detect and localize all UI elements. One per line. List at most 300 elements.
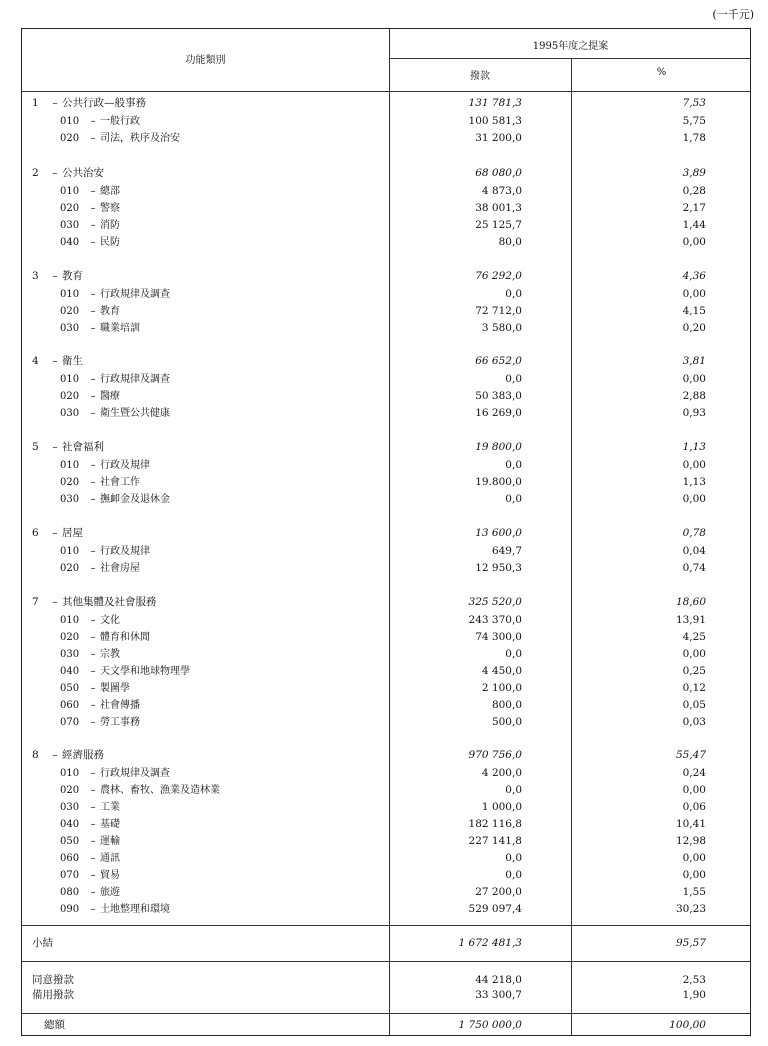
item-amount: 80,0 — [498, 236, 522, 248]
item-amount: 649,7 — [491, 545, 522, 557]
item-row — [22, 850, 750, 867]
item-amount: 74 300,0 — [475, 631, 522, 643]
item-label — [60, 629, 150, 646]
group-label — [32, 439, 104, 456]
group-label — [32, 747, 104, 764]
item-dash: – — [90, 306, 96, 317]
item-label — [60, 457, 150, 474]
item-dash: – — [90, 133, 96, 144]
item-title: 教育 — [100, 306, 120, 317]
item-row — [22, 183, 750, 200]
item-row — [22, 130, 750, 147]
item-dash: – — [90, 870, 96, 881]
item-title: 警察 — [100, 203, 120, 214]
extra-percent: 2,53 — [682, 974, 706, 986]
item-amount: 0,0 — [505, 852, 522, 864]
item-label — [60, 612, 120, 629]
group-number: 5 — [32, 441, 39, 453]
item-percent: 0,03 — [682, 716, 706, 728]
item-dash: – — [90, 615, 96, 626]
item-amount: 243 370,0 — [468, 614, 522, 626]
item-row — [22, 714, 750, 731]
item-dash: – — [90, 768, 96, 779]
item-amount: 4 873,0 — [481, 185, 522, 197]
item-amount: 100 581,3 — [468, 115, 522, 127]
item-dash: – — [90, 802, 96, 813]
item-dash: – — [90, 683, 96, 694]
extra-amount: 44 218,0 — [475, 974, 522, 986]
item-code: 080 — [60, 887, 80, 898]
item-dash: – — [90, 494, 96, 505]
item-code: 010 — [60, 768, 80, 779]
group-percent: 18,60 — [675, 596, 706, 608]
item-code: 020 — [60, 133, 80, 144]
item-percent: 1,55 — [682, 886, 706, 898]
extra-label: 備用撥款 — [32, 989, 74, 1001]
extras-top-rule — [22, 961, 750, 962]
item-label — [60, 183, 120, 200]
item-title: 總部 — [100, 186, 120, 197]
item-dash: – — [90, 220, 96, 231]
group-number: 1 — [32, 97, 39, 109]
group-dash: – — [52, 270, 58, 282]
item-label — [60, 850, 120, 867]
item-title: 農林、畜牧、漁業及造林業 — [100, 785, 220, 796]
group-title: 教育 — [62, 270, 83, 282]
group-number: 8 — [32, 749, 39, 761]
item-title: 勞工事務 — [100, 717, 140, 728]
item-label — [60, 901, 170, 918]
item-title: 職業培訓 — [100, 323, 140, 334]
item-label — [60, 234, 120, 251]
group-dash: – — [52, 749, 58, 761]
item-percent: 0,24 — [682, 767, 706, 779]
group-percent: 7,53 — [682, 97, 706, 109]
item-code: 030 — [60, 802, 80, 813]
group-amount: 66 652,0 — [475, 355, 522, 367]
item-percent: 12,98 — [675, 835, 706, 847]
item-code: 030 — [60, 220, 80, 231]
item-amount: 227 141,8 — [468, 835, 522, 847]
item-label — [60, 867, 120, 884]
item-amount: 50 383,0 — [475, 390, 522, 402]
item-code: 030 — [60, 323, 80, 334]
group-row — [22, 353, 750, 370]
item-row — [22, 474, 750, 491]
item-code: 020 — [60, 785, 80, 796]
item-dash: – — [90, 717, 96, 728]
item-code: 070 — [60, 870, 80, 881]
item-amount: 27 200,0 — [475, 886, 522, 898]
item-label — [60, 663, 190, 680]
item-title: 撫卹金及退休金 — [100, 494, 170, 505]
item-code: 010 — [60, 615, 80, 626]
item-label — [60, 680, 130, 697]
item-percent: 0,00 — [682, 493, 706, 505]
item-label — [60, 543, 150, 560]
item-dash: – — [90, 116, 96, 127]
item-row — [22, 765, 750, 782]
group-percent: 4,36 — [682, 270, 706, 282]
item-percent: 1,44 — [682, 219, 706, 231]
item-percent: 0,05 — [682, 699, 706, 711]
item-percent: 0,00 — [682, 459, 706, 471]
item-code: 020 — [60, 306, 80, 317]
group-dash: – — [52, 355, 58, 367]
item-amount: 0,0 — [505, 288, 522, 300]
group-percent: 1,13 — [682, 441, 706, 453]
item-amount: 182 116,8 — [468, 818, 522, 830]
subtotal-label: 小結 — [32, 937, 53, 949]
group-dash: – — [52, 527, 58, 539]
group-title: 居屋 — [62, 527, 83, 539]
item-row — [22, 629, 750, 646]
item-label — [60, 491, 170, 508]
item-label — [60, 884, 120, 901]
item-title: 旅遊 — [100, 887, 120, 898]
item-amount: 0,0 — [505, 493, 522, 505]
total-top-rule — [22, 1013, 750, 1014]
item-label — [60, 816, 120, 833]
item-percent: 2,17 — [682, 202, 706, 214]
item-label — [60, 560, 140, 577]
item-code: 010 — [60, 460, 80, 471]
group-number: 3 — [32, 270, 39, 282]
item-percent: 4,25 — [682, 631, 706, 643]
group-row — [22, 165, 750, 182]
group-row — [22, 525, 750, 542]
item-dash: – — [90, 649, 96, 660]
item-code: 040 — [60, 666, 80, 677]
item-row — [22, 303, 750, 320]
item-label — [60, 474, 140, 491]
subtotal-row — [22, 935, 750, 952]
item-code: 090 — [60, 904, 80, 915]
item-row — [22, 833, 750, 850]
item-code: 020 — [60, 563, 80, 574]
item-label — [60, 405, 170, 422]
item-dash: – — [90, 700, 96, 711]
group-label — [32, 594, 157, 611]
item-percent: 0,28 — [682, 185, 706, 197]
item-dash: – — [90, 374, 96, 385]
item-title: 行政及規律 — [100, 460, 150, 471]
group-number: 2 — [32, 167, 39, 179]
group-row — [22, 439, 750, 456]
item-percent: 13,91 — [675, 614, 706, 626]
budget-table — [21, 28, 751, 1036]
item-row — [22, 491, 750, 508]
item-title: 天文學和地球物理學 — [100, 666, 190, 677]
group-title: 衛生 — [62, 355, 83, 367]
item-row — [22, 234, 750, 251]
item-dash: – — [90, 289, 96, 300]
item-amount: 0,0 — [505, 459, 522, 471]
item-percent: 0,20 — [682, 322, 706, 334]
item-title: 醫療 — [100, 391, 120, 402]
extra-amount: 33 300,7 — [475, 989, 522, 1001]
item-title: 社會工作 — [100, 477, 140, 488]
group-amount: 13 600,0 — [475, 527, 522, 539]
header-bottom-rule — [22, 91, 750, 92]
item-code: 030 — [60, 408, 80, 419]
item-title: 司法，秩序及治安 — [100, 133, 180, 144]
group-amount: 76 292,0 — [475, 270, 522, 282]
group-title: 經濟服務 — [62, 749, 104, 761]
subtotal-top-rule — [22, 925, 750, 926]
item-amount: 529 097,4 — [468, 903, 522, 915]
item-percent: 0,74 — [682, 562, 706, 574]
item-code: 030 — [60, 649, 80, 660]
group-percent: 3,81 — [682, 355, 706, 367]
group-amount: 19 800,0 — [475, 441, 522, 453]
item-label — [60, 799, 120, 816]
item-label — [60, 697, 140, 714]
item-row — [22, 646, 750, 663]
item-label — [60, 320, 140, 337]
item-dash: – — [90, 477, 96, 488]
percent-column-header: % — [656, 67, 667, 78]
item-amount: 2 100,0 — [481, 682, 522, 694]
category-header: 功能類別 — [185, 55, 226, 66]
item-amount: 0,0 — [505, 373, 522, 385]
item-amount: 12 950,3 — [475, 562, 522, 574]
item-row — [22, 816, 750, 833]
extra-label: 同意撥款 — [32, 974, 74, 986]
extra-row — [22, 987, 750, 1004]
total-amount: 1 750 000,0 — [458, 1019, 522, 1031]
item-percent: 2,88 — [682, 390, 706, 402]
item-dash: – — [90, 836, 96, 847]
item-percent: 1,13 — [682, 476, 706, 488]
item-title: 民防 — [100, 237, 120, 248]
item-title: 文化 — [100, 615, 120, 626]
item-percent: 0,00 — [682, 852, 706, 864]
item-label — [60, 388, 120, 405]
item-label — [60, 200, 120, 217]
item-code: 010 — [60, 374, 80, 385]
item-percent: 0,00 — [682, 236, 706, 248]
group-row — [22, 747, 750, 764]
item-percent: 0,12 — [682, 682, 706, 694]
item-code: 050 — [60, 836, 80, 847]
item-label — [60, 833, 120, 850]
item-label — [60, 113, 140, 130]
item-title: 社會傳播 — [100, 700, 140, 711]
item-title: 製圖學 — [100, 683, 130, 694]
item-amount: 1 000,0 — [481, 801, 522, 813]
group-label — [32, 525, 83, 542]
item-row — [22, 388, 750, 405]
item-row — [22, 697, 750, 714]
item-row — [22, 560, 750, 577]
item-row — [22, 405, 750, 422]
group-label — [32, 353, 83, 370]
item-dash: – — [90, 666, 96, 677]
subtotal-amount: 1 672 481,3 — [458, 937, 522, 949]
extra-percent: 1,90 — [682, 989, 706, 1001]
item-amount: 3 580,0 — [481, 322, 522, 334]
group-title: 公共行政—般事務 — [62, 97, 146, 109]
item-percent: 0,25 — [682, 665, 706, 677]
total-row — [22, 1017, 750, 1034]
item-dash: – — [90, 904, 96, 915]
amount-column-header: 撥款 — [470, 71, 490, 82]
group-percent: 0,78 — [682, 527, 706, 539]
item-dash: – — [90, 323, 96, 334]
item-label — [60, 646, 120, 663]
item-title: 通訊 — [100, 853, 120, 864]
group-label — [32, 95, 146, 112]
group-number: 7 — [32, 596, 39, 608]
item-code: 060 — [60, 853, 80, 864]
item-percent: 0,00 — [682, 288, 706, 300]
group-title: 其他集體及社會服務 — [62, 596, 157, 608]
item-row — [22, 457, 750, 474]
item-row — [22, 371, 750, 388]
item-dash: – — [90, 203, 96, 214]
group-amount: 325 520,0 — [468, 596, 522, 608]
group-title: 公共治安 — [62, 167, 104, 179]
item-row — [22, 782, 750, 799]
item-row — [22, 663, 750, 680]
item-amount: 0,0 — [505, 784, 522, 796]
item-row — [22, 680, 750, 697]
group-percent: 55,47 — [675, 749, 706, 761]
item-code: 010 — [60, 289, 80, 300]
item-row — [22, 867, 750, 884]
item-code: 020 — [60, 632, 80, 643]
item-title: 行政規律及調查 — [100, 768, 170, 779]
item-row — [22, 543, 750, 560]
group-number: 4 — [32, 355, 39, 367]
item-dash: – — [90, 853, 96, 864]
item-label — [60, 371, 170, 388]
item-row — [22, 286, 750, 303]
item-percent: 0,93 — [682, 407, 706, 419]
item-percent: 0,00 — [682, 373, 706, 385]
item-title: 行政規律及調查 — [100, 374, 170, 385]
item-percent: 0,00 — [682, 869, 706, 881]
item-dash: – — [90, 186, 96, 197]
item-dash: – — [90, 819, 96, 830]
group-row — [22, 594, 750, 611]
item-percent: 30,23 — [675, 903, 706, 915]
item-row — [22, 612, 750, 629]
item-code: 070 — [60, 717, 80, 728]
item-amount: 0,0 — [505, 869, 522, 881]
header-divider — [389, 58, 750, 59]
item-amount: 38 001,3 — [475, 202, 522, 214]
item-dash: – — [90, 887, 96, 898]
item-amount: 19.800,0 — [475, 476, 522, 488]
group-dash: – — [52, 596, 58, 608]
item-amount: 31 200,0 — [475, 132, 522, 144]
item-code: 040 — [60, 819, 80, 830]
item-row — [22, 113, 750, 130]
item-percent: 0,00 — [682, 784, 706, 796]
item-code: 010 — [60, 116, 80, 127]
item-code: 030 — [60, 494, 80, 505]
item-dash: – — [90, 237, 96, 248]
item-title: 行政及規律 — [100, 546, 150, 557]
item-title: 社會房屋 — [100, 563, 140, 574]
item-code: 060 — [60, 700, 80, 711]
item-label — [60, 765, 170, 782]
group-percent: 3,89 — [682, 167, 706, 179]
item-amount: 4 200,0 — [481, 767, 522, 779]
item-dash: – — [90, 785, 96, 796]
item-code: 040 — [60, 237, 80, 248]
group-row — [22, 268, 750, 285]
item-title: 貿易 — [100, 870, 120, 881]
item-percent: 0,00 — [682, 648, 706, 660]
item-code: 050 — [60, 683, 80, 694]
item-row — [22, 901, 750, 918]
item-percent: 0,06 — [682, 801, 706, 813]
item-title: 體育和休閒 — [100, 632, 150, 643]
item-code: 020 — [60, 203, 80, 214]
item-code: 010 — [60, 186, 80, 197]
group-amount: 970 756,0 — [468, 749, 522, 761]
group-title: 社會福利 — [62, 441, 104, 453]
item-title: 基礎 — [100, 819, 120, 830]
unit-label: (一千元) — [712, 8, 754, 21]
item-percent: 0,04 — [682, 545, 706, 557]
item-percent: 5,75 — [682, 115, 706, 127]
year-group-header: 1995年度之提案 — [532, 41, 609, 52]
group-label — [32, 268, 83, 285]
item-title: 消防 — [100, 220, 120, 231]
item-title: 宗教 — [100, 649, 120, 660]
item-amount: 25 125,7 — [475, 219, 522, 231]
group-row — [22, 95, 750, 112]
group-number: 6 — [32, 527, 39, 539]
group-amount: 131 781,3 — [468, 97, 522, 109]
item-dash: – — [90, 632, 96, 643]
item-title: 一般行政 — [100, 116, 140, 127]
item-label — [60, 217, 120, 234]
item-title: 衛生暨公共健康 — [100, 408, 170, 419]
item-percent: 10,41 — [675, 818, 706, 830]
item-amount: 16 269,0 — [475, 407, 522, 419]
item-dash: – — [90, 563, 96, 574]
item-title: 工業 — [100, 802, 120, 813]
item-label — [60, 714, 140, 731]
total-label: 總額 — [44, 1019, 65, 1031]
item-dash: – — [90, 460, 96, 471]
item-amount: 4 450,0 — [481, 665, 522, 677]
group-dash: – — [52, 167, 58, 179]
item-amount: 72 712,0 — [475, 305, 522, 317]
item-row — [22, 799, 750, 816]
item-code: 020 — [60, 391, 80, 402]
item-row — [22, 200, 750, 217]
item-dash: – — [90, 408, 96, 419]
item-label — [60, 303, 120, 320]
item-row — [22, 217, 750, 234]
item-label — [60, 782, 220, 799]
item-percent: 4,15 — [682, 305, 706, 317]
item-amount: 0,0 — [505, 648, 522, 660]
item-amount: 500,0 — [491, 716, 522, 728]
item-row — [22, 884, 750, 901]
item-percent: 1,78 — [682, 132, 706, 144]
group-dash: – — [52, 441, 58, 453]
item-code: 020 — [60, 477, 80, 488]
item-code: 010 — [60, 546, 80, 557]
item-label — [60, 286, 170, 303]
